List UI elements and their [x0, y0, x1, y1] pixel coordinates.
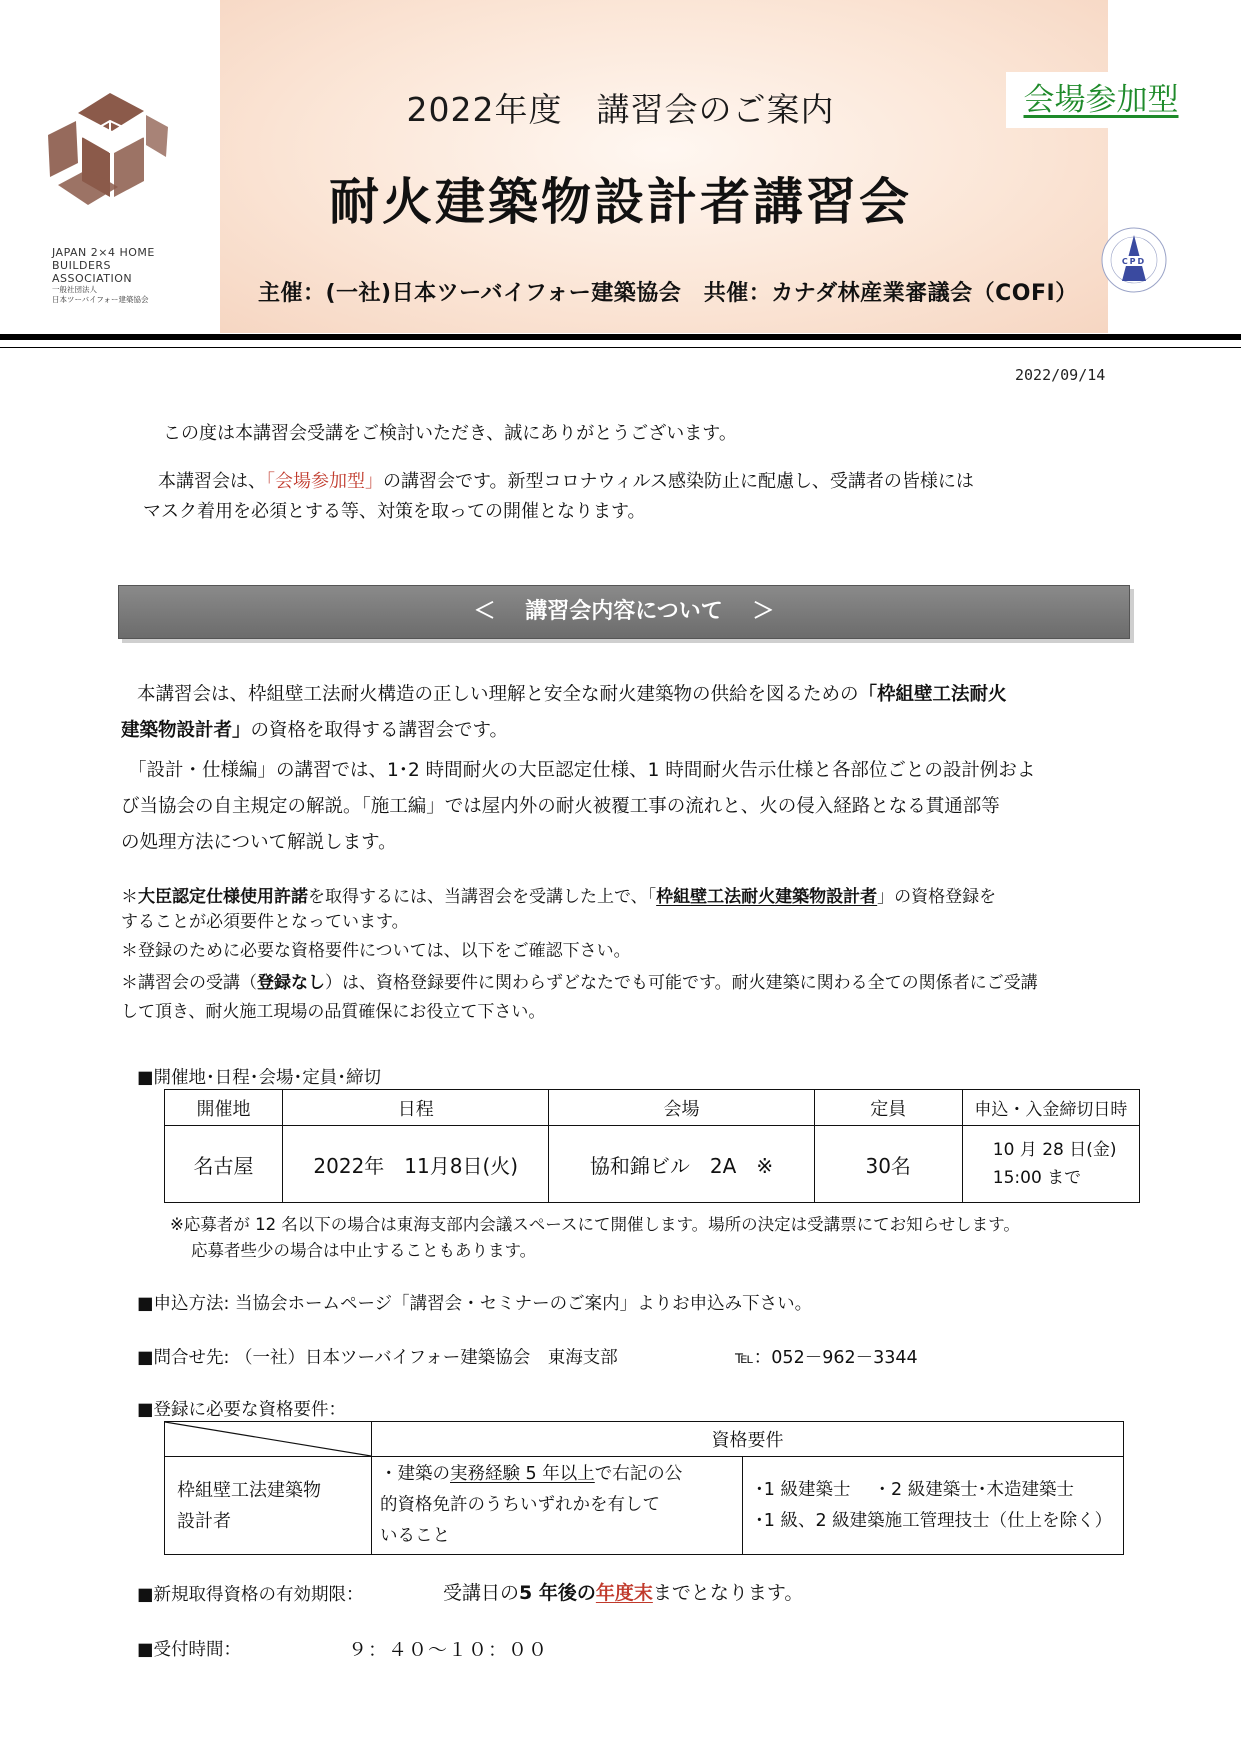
description-p1-line1-a: 本講習会は、枠組壁工法耐火構造の正しい理解と安全な耐火建築物の供給を図るための — [137, 684, 859, 705]
logo-text-line2: BUILDERS — [52, 259, 112, 272]
description-p2-line2: び当協会の自主規定の解説。「施工編」では屋内外の耐火被覆工事の流れと、火の侵入経路となる貫通部等 — [121, 796, 1000, 817]
intro-line2-a: 本講習会は、 — [158, 471, 266, 492]
logo-text — [52, 246, 212, 305]
description-p1-line1-b: 「枠組壁工法耐火 — [858, 684, 1007, 705]
reception-time: ９：４０～１０：００ — [348, 1639, 549, 1661]
venue-type-badge-label: 会場参加型 — [1023, 82, 1179, 118]
page-title: 耐火建築物設計者講習会 — [329, 173, 912, 231]
application-method: ■申込方法: 当協会ホームページ「講習会・セミナーのご案内」よりお申込み下さい。 — [137, 1294, 813, 1314]
description-p1-line2 — [121, 713, 508, 749]
validity-text-a: 受講日の — [443, 1582, 520, 1604]
schedule-deadline — [962, 1126, 1139, 1203]
qualification-experience-line1 — [380, 1459, 734, 1490]
cpd-seal-icon — [1100, 226, 1168, 294]
cpd-seal-label: CPD — [1121, 257, 1147, 266]
diagonal-line-icon — [165, 1422, 371, 1456]
qualification-licenses — [743, 1457, 1124, 1555]
qualification-table — [164, 1421, 1124, 1555]
contact-tel: ℡：052－962－3344 — [735, 1348, 918, 1368]
qualification-row-label — [165, 1457, 372, 1555]
description-p1-line1 — [137, 677, 1007, 713]
description-p1-line2-a: 建築物設計者」 — [121, 720, 251, 741]
qualification-header-row — [165, 1422, 1124, 1457]
note-license-bold: 大臣認定仕様使用許諾 — [138, 887, 308, 907]
schedule-col-place: 開催地 — [165, 1090, 283, 1126]
note-open-to-all — [121, 970, 1038, 996]
schedule-note-line1: ※応募者が 12 名以下の場合は東海支部内会議スペースにて開催します。場所の決定は受講票にてお知らせします。 — [170, 1215, 1020, 1234]
header-divider-thin — [0, 347, 1241, 348]
note-open-a: ＊講習会の受講（ — [121, 973, 257, 993]
qualification-experience-line2: 的資格免許のうちいずれかを有して — [380, 1495, 660, 1515]
qualification-row-label-line1: 枠組壁工法建築物 — [177, 1479, 321, 1501]
schedule-deadline-time: 15:00 まで — [992, 1168, 1082, 1188]
schedule-header-row — [165, 1090, 1140, 1126]
qualification-experience — [372, 1457, 743, 1555]
note-open-b: ）は、資格登録要件に関わらずどなたでも可能です。耐火建築に関わる全ての関係者にご受講 — [325, 973, 1038, 993]
qualification-experience-a: ・建築の — [380, 1464, 450, 1484]
schedule-deadline-date: 10 月 28 日(金) — [992, 1140, 1117, 1160]
organizers-line: 主催：(一社)日本ツーバイフォー建築協会 共催：カナダ林産業審議会（COFI） — [258, 281, 1078, 306]
description-p1-line2-b: の資格を取得する講習会です。 — [250, 720, 509, 741]
description-p2-line1: 「設計・仕様編」の講習では、1･2 時間耐火の大臣認定仕様、1 時間耐火告示仕様と各部位ごとの設計例およ — [128, 760, 1036, 781]
qualification-row-label-line2: 設計者 — [177, 1510, 231, 1532]
note-requirements: ＊登録のために必要な資格要件については、以下をご確認下さい。 — [121, 941, 631, 961]
intro-venue-type: 「会場参加型」 — [266, 471, 383, 492]
qualification-licenses-line1: ･1 級建築士 ・2 級建築士･木造建築士 — [755, 1479, 1074, 1500]
qualification-col-header: 資格要件 — [372, 1422, 1124, 1457]
schedule-col-venue: 会場 — [549, 1090, 814, 1126]
schedule-date: 2022年 11月8日(火) — [283, 1126, 549, 1203]
validity-fiscal-year-end: 年度末 — [595, 1582, 653, 1604]
schedule-col-capacity: 定員 — [814, 1090, 962, 1126]
schedule-capacity: 30名 — [814, 1126, 962, 1203]
qualification-experience-line3: いること — [380, 1526, 450, 1546]
table-row — [165, 1126, 1140, 1203]
qualification-licenses-line2: ･1 級、2 級建築施工管理技士（仕上を除く） — [755, 1510, 1113, 1531]
intro-line2-b: の講習会です。新型コロナウィルス感染防止に配慮し、受講者の皆様には — [383, 471, 974, 492]
qualification-corner-cell — [165, 1422, 372, 1457]
document-date: 2022/09/14 — [1015, 366, 1106, 384]
schedule-note-line2: 応募者些少の場合は中止することもあります。 — [191, 1241, 537, 1260]
schedule-place: 名古屋 — [165, 1126, 283, 1203]
header-divider-thick — [0, 334, 1241, 340]
intro-line2 — [158, 468, 974, 496]
note-license-line2: することが必須要件となっています。 — [121, 912, 409, 932]
schedule-table — [164, 1089, 1140, 1203]
note-license-link: 枠組壁工法耐火建築物設計者 — [656, 887, 878, 907]
logo-text-line1: JAPAN 2×4 HOME — [52, 246, 155, 259]
note-open-line2: して頂き、耐火施工現場の品質確保にお役立て下さい。 — [121, 1002, 546, 1022]
validity-text — [443, 1581, 803, 1605]
reception-label: ■受付時間： — [137, 1640, 242, 1660]
validity-years: 5 年後の — [519, 1582, 596, 1604]
page-subtitle: 2022年度 講習会のご案内 — [406, 90, 835, 129]
description-p2-line3: の処理方法について解説します。 — [121, 832, 397, 853]
logo-text-line4: 一般社団法人 — [52, 285, 97, 294]
logo-text-line5: 日本ツーバイフォー建築協会 — [52, 295, 149, 304]
section-title-bar: ＜ 講習会内容について ＞ — [118, 585, 1130, 639]
qualification-experience-years: 実務経験 5 年以上 — [450, 1464, 595, 1484]
contact-info: ■問合せ先: （一社）日本ツーバイフォー建築協会 東海支部 — [137, 1348, 618, 1368]
note-license-b: を取得するには、当講習会を受講した上で、「 — [308, 887, 657, 907]
note-license-a: ＊ — [121, 887, 138, 907]
note-license-c: 」の資格登録を — [877, 887, 997, 907]
intro-line3: マスク着用を必須とする等、対策を取っての開催となります。 — [143, 501, 646, 522]
schedule-venue: 協和錦ビル 2A ※ — [549, 1126, 814, 1203]
qualification-heading: ■登録に必要な資格要件： — [137, 1400, 347, 1420]
schedule-col-deadline: 申込・入金締切日時 — [962, 1090, 1139, 1126]
note-open-bold: 登録なし — [257, 973, 325, 993]
schedule-col-date: 日程 — [283, 1090, 549, 1126]
qualification-experience-b: で右記の公 — [594, 1464, 683, 1484]
table-row — [165, 1457, 1124, 1555]
note-license — [121, 884, 996, 910]
venue-type-badge — [1006, 72, 1196, 128]
validity-text-b: までとなります。 — [652, 1582, 804, 1604]
intro-line1: この度は本講習会受講をご検討いただき、誠にありがとうございます。 — [163, 423, 737, 444]
validity-label: ■新規取得資格の有効期限： — [137, 1585, 364, 1605]
schedule-heading: ■開催地･日程･会場･定員･締切 — [137, 1068, 382, 1088]
logo-text-line3: ASSOCIATION — [52, 272, 133, 285]
